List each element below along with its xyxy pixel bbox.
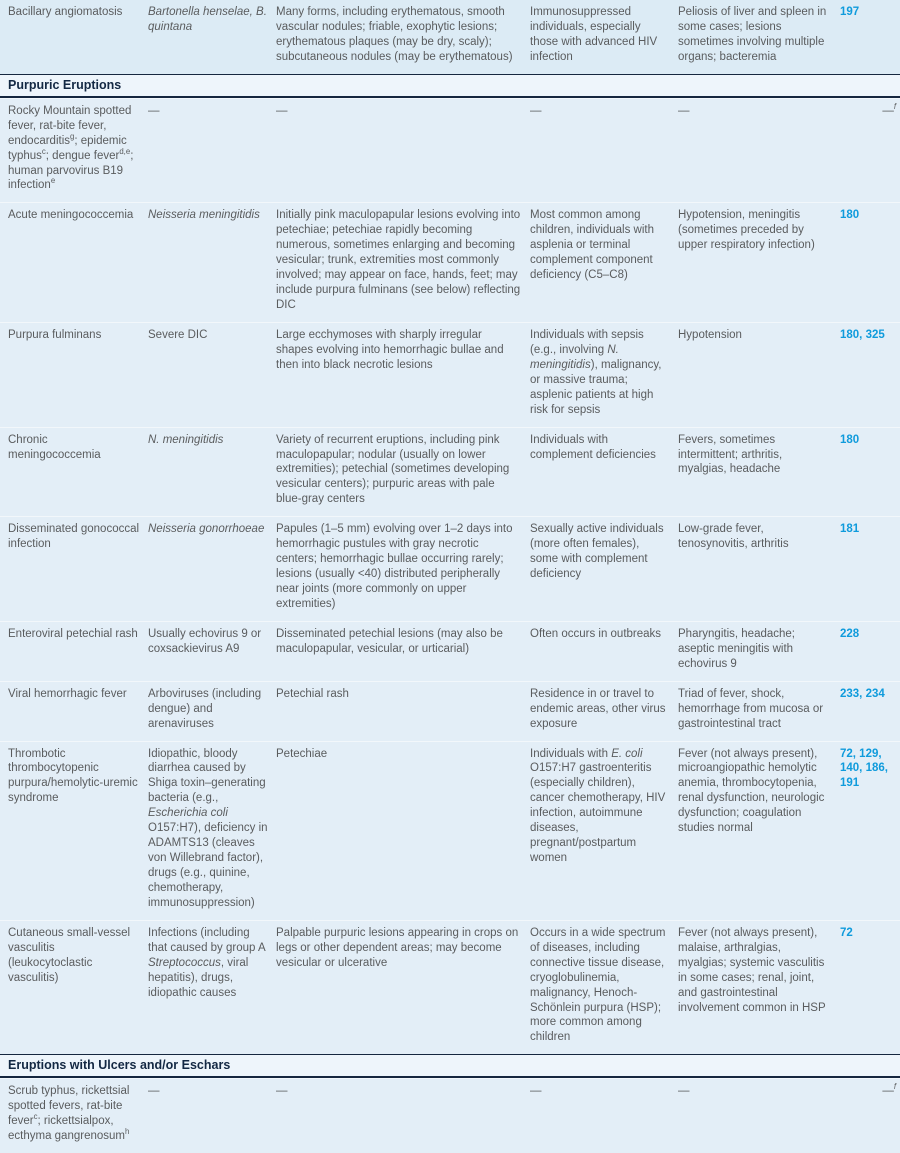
- table-row: [0, 98, 900, 203]
- page-ref-cell[interactable]: [840, 522, 898, 612]
- table-row: [0, 0, 900, 74]
- text: Disseminated petechial lesions (may also be maculopapular, vesicular, or urticarial): [276, 627, 503, 655]
- text: —: [882, 1085, 894, 1098]
- syndrome-cell: [678, 104, 832, 194]
- syndrome-cell: [678, 687, 832, 732]
- population-cell: [530, 328, 670, 418]
- etiology-cell: [148, 208, 268, 313]
- text: —: [530, 1085, 542, 1098]
- population-cell: [530, 104, 670, 194]
- footnote-superscript: e: [50, 176, 56, 186]
- condition-cell: [8, 1084, 140, 1144]
- text: —: [276, 1085, 288, 1098]
- page-ref-cell: [840, 101, 898, 194]
- italic-text: N. meningitidis: [530, 343, 619, 371]
- text: Individuals with: [530, 747, 612, 760]
- table-row: [0, 516, 900, 621]
- text: Triad of fever, shock, hemorrhage from mucosa or gastrointestinal tract: [678, 687, 824, 730]
- section-header: [0, 1054, 900, 1078]
- table-row: [0, 920, 900, 1055]
- etiology-cell: [148, 433, 268, 508]
- text: Low-grade fever, tenosynovitis, arthritis: [678, 523, 789, 551]
- syndrome-cell: [678, 747, 832, 911]
- page-ref-cell[interactable]: [840, 328, 898, 418]
- condition-cell: [8, 627, 140, 672]
- description-cell: [276, 328, 522, 418]
- syndrome-cell: [678, 926, 832, 1046]
- syndrome-cell: [678, 433, 832, 508]
- page-ref-cell[interactable]: [840, 687, 898, 732]
- text: O157:H7), deficiency in ADAMTS13 (cleaves von Willebrand factor), drugs (e.g., quinine, chemotherapy, immunosuppression): [148, 822, 268, 909]
- text: —: [882, 104, 894, 117]
- italic-text: E. coli: [611, 747, 643, 760]
- description-cell: [276, 5, 522, 65]
- condition-cell: [8, 687, 140, 732]
- syndrome-cell: [678, 208, 832, 313]
- syndrome-cell: [678, 522, 832, 612]
- text: 180: [840, 433, 860, 446]
- text: —: [678, 1085, 690, 1098]
- description-cell: [276, 208, 522, 313]
- syndrome-cell: [678, 5, 832, 65]
- syndrome-cell: [678, 627, 832, 672]
- etiology-cell: [148, 1084, 268, 1144]
- table-row: [0, 322, 900, 427]
- text: Variety of recurrent eruptions, including pink maculopapular; nodular (usually on lower extremities); petechial (sometimes developing vesicular centers); purpuric areas with pale blue-gray centers: [276, 433, 510, 506]
- text: Hypotension, meningitis (sometimes preceded by upper respiratory infection): [678, 209, 815, 252]
- footnote-superscript: h: [124, 1127, 130, 1137]
- italic-text: Neisseria meningitidis: [148, 209, 260, 222]
- text: Sexually active individuals (more often females), some with complement deficiency: [530, 523, 664, 581]
- text: —: [678, 104, 690, 117]
- text: Infections (including that caused by group A: [148, 926, 266, 954]
- population-cell: [530, 926, 670, 1046]
- condition-cell: [8, 926, 140, 1046]
- text: Individuals with complement deficiencies: [530, 433, 656, 461]
- section-title: Eruptions with Ulcers and/or Eschars: [8, 1058, 231, 1073]
- text: O157:H7 gastroenteritis (especially children), cancer chemotherapy, HIV infection, autoimmune diseases, pregnant/postpartum women: [530, 762, 666, 865]
- condition-cell: [8, 5, 140, 65]
- footnote-superscript: g: [70, 131, 75, 141]
- footnote-superscript: c: [41, 146, 46, 156]
- text: Individuals with sepsis (e.g., involving: [530, 328, 644, 356]
- text: Papules (1–5 mm) evolving over 1–2 days into hemorrhagic pustules with gray necrotic centers; hemorrhagic bullae occurring rarely; lesions (usually <40) distributed peripherally near joints (more commonly on upper extremities): [276, 523, 513, 610]
- text: Occurs in a wide spectrum of diseases, including connective tissue disease, cryoglobulinemia, malignancy, Henoch-Schönlein purpura (HSP); more common among children: [530, 926, 666, 1044]
- section-header: [0, 74, 900, 98]
- population-cell: [530, 1084, 670, 1144]
- text: Rocky Mountain spotted fever, rat-bite fever, endocarditis: [8, 104, 132, 147]
- text: Pharyngitis, headache; aseptic meningitis with echovirus 9: [678, 627, 795, 670]
- condition-cell: [8, 747, 140, 911]
- etiology-cell: [148, 522, 268, 612]
- italic-text: Bartonella henselae, B. quintana: [148, 6, 267, 33]
- text: 72: [840, 926, 853, 939]
- population-cell: [530, 5, 670, 65]
- population-cell: [530, 208, 670, 313]
- text: Residence in or travel to endemic areas, other virus exposure: [530, 687, 666, 730]
- page-ref-cell[interactable]: [840, 5, 898, 65]
- page-ref-cell[interactable]: [840, 926, 898, 1046]
- text: Many forms, including erythematous, smooth vascular nodules; friable, exophytic lesions; erythematous plaques (may be dry, scaly); subcutaneous nodules (may be erythematous): [276, 6, 513, 63]
- text: Thrombotic thrombocytopenic purpura/hemolytic-uremic syndrome: [8, 747, 138, 805]
- text: Viral hemorrhagic fever: [8, 687, 127, 700]
- etiology-cell: [148, 627, 268, 672]
- text: Petechial rash: [276, 687, 349, 700]
- etiology-cell: [148, 104, 268, 194]
- italic-text: N. meningitidis: [148, 433, 224, 446]
- text: Scrub typhus, rickettsial spotted fevers, rat-bite fever: [8, 1085, 130, 1128]
- population-cell: [530, 747, 670, 911]
- page-ref-cell: [840, 1084, 898, 1144]
- text: Acute meningococcemia: [8, 209, 134, 222]
- text: Fever (not always present), microangiopathic hemolytic anemia, thrombocytopenia, renal dysfunction, neurologic dysfunction; coagulation studies normal: [678, 747, 825, 835]
- text: 180: [840, 209, 860, 222]
- text: Most common among children, individuals with asplenia or terminal complement component deficiency (C5–C8): [530, 209, 655, 282]
- description-cell: [276, 522, 522, 612]
- text: —: [148, 104, 160, 117]
- table-row: [0, 621, 900, 681]
- text: Purpura fulminans: [8, 328, 102, 341]
- italic-text: Streptococcus: [148, 956, 221, 969]
- text: Bacillary angiomatosis: [8, 6, 123, 18]
- text: Palpable purpuric lesions appearing in crops on legs or other dependent areas; may become vesicular or ulcerative: [276, 926, 519, 969]
- text: Immunosuppressed individuals, especially those with advanced HIV infection: [530, 6, 658, 63]
- syndrome-cell: [678, 328, 832, 418]
- etiology-cell: [148, 328, 268, 418]
- table-row: [0, 1078, 900, 1153]
- text: Fever (not always present), malaise, arthralgias, myalgias; systemic vasculitis in some cases; renal, joint, and gastrointestinal involvement common in HSP: [678, 926, 826, 1014]
- text: Arboviruses (including dengue) and arenaviruses: [148, 687, 262, 730]
- footnote-superscript: d,e: [119, 146, 131, 156]
- etiology-cell: [148, 5, 268, 65]
- condition-cell: [8, 328, 140, 418]
- etiology-cell: [148, 687, 268, 732]
- section-title: Purpuric Eruptions: [8, 77, 122, 92]
- footnote-superscript: f: [893, 101, 896, 111]
- description-cell: [276, 627, 522, 672]
- text: Hypotension: [678, 328, 742, 341]
- condition-cell: [8, 522, 140, 612]
- text: 233, 234: [840, 687, 885, 700]
- population-cell: [530, 433, 670, 508]
- text: Often occurs in outbreaks: [530, 627, 662, 640]
- condition-cell: [8, 208, 140, 313]
- text: , viral hepatitis), drugs, idiopathic causes: [148, 956, 249, 999]
- footnote-superscript: f: [893, 1082, 896, 1092]
- text: Usually echovirus 9 or coxsackievirus A9: [148, 627, 262, 655]
- description-cell: [276, 1084, 522, 1144]
- description-cell: [276, 104, 522, 194]
- text: ), malignancy, or massive trauma; asplenic patients at high risk for sepsis: [530, 358, 662, 416]
- text: —: [148, 1085, 160, 1098]
- text: Enteroviral petechial rash: [8, 627, 138, 640]
- condition-cell: [8, 433, 140, 508]
- text: Idiopathic, bloody diarrhea caused by Shiga toxin–generating bacteria (e.g.,: [148, 747, 266, 805]
- population-cell: [530, 522, 670, 612]
- text: ; human parvovirus B19 infection: [8, 149, 134, 192]
- table-row: [0, 681, 900, 741]
- text: Large ecchymoses with sharply irregular shapes evolving into hemorrhagic bullae and then into black necrotic lesions: [276, 328, 504, 371]
- table-row: [0, 741, 900, 920]
- description-cell: [276, 433, 522, 508]
- italic-text: Escherichia coli: [148, 807, 228, 820]
- text: 228: [840, 627, 860, 640]
- text: Chronic meningococcemia: [8, 433, 101, 461]
- text: 197: [840, 6, 860, 18]
- text: 72, 129, 140, 186, 191: [840, 747, 888, 790]
- table-row: [0, 202, 900, 322]
- text: Severe DIC: [148, 328, 208, 341]
- description-cell: [276, 687, 522, 732]
- text: 180, 325: [840, 328, 885, 341]
- text: —: [276, 104, 288, 117]
- italic-text: Neisseria gonorrhoeae: [148, 523, 265, 536]
- text: ; dengue fever: [45, 149, 120, 162]
- text: ; rickettsialpox, ecthyma gangrenosum: [8, 1115, 125, 1143]
- text: Disseminated gonococcal infection: [8, 523, 140, 551]
- page-ref-cell[interactable]: [840, 208, 898, 313]
- text: Cutaneous small-vessel vasculitis (leukocytoclastic vasculitis): [8, 926, 131, 984]
- population-cell: [530, 687, 670, 732]
- text: Initially pink maculopapular lesions evolving into petechiae; petechiae rapidly becoming numerous, sometimes enlarging and becoming vesicular; trunk, extremities most commonly involved; may appear on face, hands, feet; may include purpura fulminans (see below) reflecting DIC: [276, 209, 521, 311]
- syndrome-cell: [678, 1084, 832, 1144]
- text: —: [530, 104, 542, 117]
- page-ref-cell[interactable]: [840, 627, 898, 672]
- table-row: [0, 427, 900, 517]
- text: ; epidemic typhus: [8, 134, 127, 162]
- text: Petechiae: [276, 747, 328, 760]
- population-cell: [530, 627, 670, 672]
- condition-cell: [8, 104, 140, 194]
- text: Peliosis of liver and spleen in some cases; lesions sometimes involving multiple organs; bacteremia: [678, 6, 827, 63]
- page-ref-cell[interactable]: [840, 747, 898, 911]
- text: 181: [840, 523, 860, 536]
- footnote-superscript: c: [33, 1112, 38, 1122]
- page-ref-cell[interactable]: [840, 433, 898, 508]
- description-cell: [276, 926, 522, 1046]
- text: Fevers, sometimes intermittent; arthritis, myalgias, headache: [678, 433, 783, 476]
- etiology-cell: [148, 747, 268, 911]
- description-cell: [276, 747, 522, 911]
- etiology-cell: [148, 926, 268, 1046]
